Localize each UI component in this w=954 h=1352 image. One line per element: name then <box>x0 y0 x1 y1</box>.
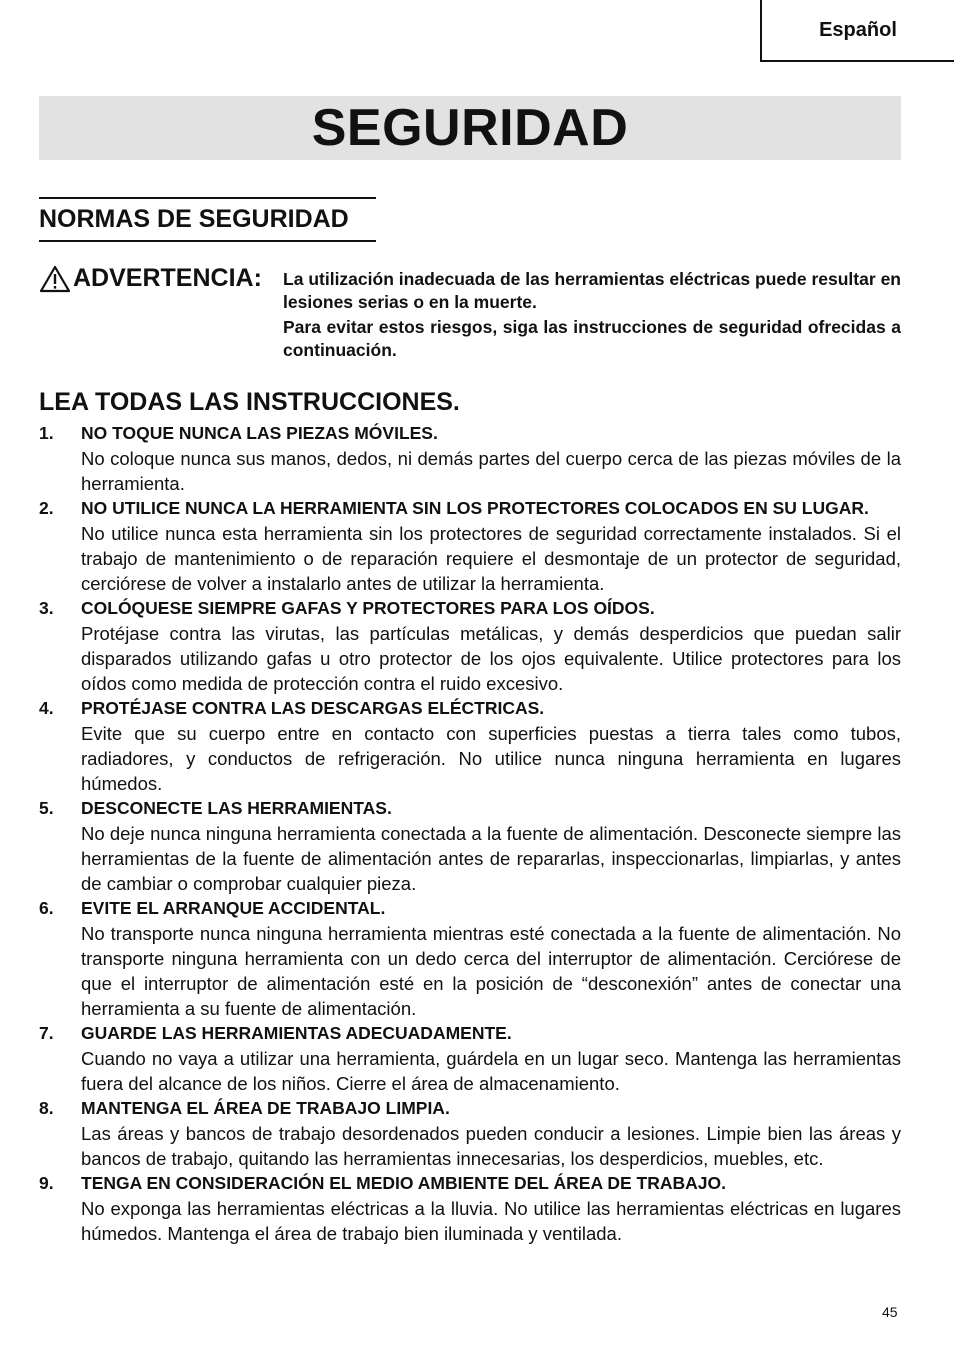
rule-heading: MANTENGA EL ÁREA DE TRABAJO LIMPIA. <box>81 1098 450 1118</box>
warning-text <box>283 268 901 364</box>
rule-body: Las áreas y bancos de trabajo desordenados pueden conducir a lesiones. Limpie bien las áreas y bancos de trabajo, quitando las herramientas innecesarias, los desperdicios, muebles, etc. <box>81 1123 901 1169</box>
rule-heading: GUARDE LAS HERRAMIENTAS ADECUADAMENTE. <box>81 1023 512 1043</box>
rule-number: 5. <box>39 798 54 818</box>
rule-number: 6. <box>39 898 54 918</box>
rule-body: No exponga las herramientas eléctricas a la lluvia. No utilice las herramientas eléctricas en lugares húmedos. Mantenga el área de trabajo bien iluminada y ventilada. <box>81 1198 901 1244</box>
rule-body: No transporte nunca ninguna herramienta mientras esté conectada a la fuente de alimentación. No transporte ninguna herramienta con un dedo cerca del interruptor de alimentación. Cerciórese de que el interruptor de alimentación esté en la posición de “desconexión” antes de conectar una herramienta a su fuente de alimentación. <box>81 923 901 1019</box>
rule-item <box>39 596 901 696</box>
rule-number: 4. <box>39 698 54 718</box>
rule-item <box>39 496 901 596</box>
rule-item <box>39 696 901 796</box>
warning-line-1: La utilización inadecuada de las herramientas eléctricas puede resultar en lesiones serias o en la muerte. <box>283 269 901 312</box>
rule-heading: EVITE EL ARRANQUE ACCIDENTAL. <box>81 898 386 918</box>
rules-list <box>39 421 901 1246</box>
rule-heading: DESCONECTE LAS HERRAMIENTAS. <box>81 798 392 818</box>
language-tab <box>760 0 954 62</box>
rule-body: Protéjase contra las virutas, las partículas metálicas, y demás desperdicios que puedan salir disparados utilizando gafas u otro protector de los ojos equivalente. Utilice protectores para los oídos como medida de protección contra el ruido excesivo. <box>81 623 901 694</box>
rule-heading: NO TOQUE NUNCA LAS PIEZAS MÓVILES. <box>81 423 438 443</box>
rule-item <box>39 896 901 1021</box>
page-number: 45 <box>882 1304 898 1320</box>
rule-body: No coloque nunca sus manos, dedos, ni demás partes del cuerpo cerca de las piezas móviles de la herramienta. <box>81 448 901 494</box>
rule-body: Cuando no vaya a utilizar una herramienta, guárdela en un lugar seco. Mantenga las herramientas fuera del alcance de los niños. Cierre el área de almacenamiento. <box>81 1048 901 1094</box>
warning-line-2: Para evitar estos riesgos, siga las instrucciones de seguridad ofrecidas a continuación. <box>283 317 901 360</box>
title-band <box>39 96 901 160</box>
rule-body: No utilice nunca esta herramienta sin los protectores de seguridad correctamente instalados. Si el trabajo de mantenimiento o de reparación requiere el desmontaje de un protector de seguridad, cerciórese de volver a instalarlo antes de utilizar la herramienta. <box>81 523 901 594</box>
rule-number: 3. <box>39 598 54 618</box>
language-label: Español <box>819 18 897 41</box>
warning-triangle-icon <box>39 265 71 293</box>
rule-number: 9. <box>39 1173 54 1193</box>
rule-item <box>39 1096 901 1171</box>
rule-heading: PROTÉJASE CONTRA LAS DESCARGAS ELÉCTRICAS. <box>81 698 545 718</box>
rule-heading: COLÓQUESE SIEMPRE GAFAS Y PROTECTORES PARA LOS OÍDOS. <box>81 598 655 618</box>
rule-number: 2. <box>39 498 54 518</box>
rule-heading: NO UTILICE NUNCA LA HERRAMIENTA SIN LOS PROTECTORES COLOCADOS EN SU LUGAR. <box>81 498 869 518</box>
section-title: NORMAS DE SEGURIDAD <box>39 197 376 242</box>
rule-number: 1. <box>39 423 54 443</box>
rule-item <box>39 421 901 496</box>
rule-body: No deje nunca ninguna herramienta conectada a la fuente de alimentación. Desconecte siempre las herramientas de la fuente de alimentación antes de repararlas, inspeccionarlas, limpiarlas, y antes de cambiar o comprobar cualquier pieza. <box>81 823 901 894</box>
warning-label: ADVERTENCIA: <box>73 264 262 292</box>
rule-item <box>39 1171 901 1246</box>
rule-heading: TENGA EN CONSIDERACIÓN EL MEDIO AMBIENTE DEL ÁREA DE TRABAJO. <box>81 1173 726 1193</box>
rule-number: 8. <box>39 1098 54 1118</box>
read-all-heading: LEA TODAS LAS INSTRUCCIONES. <box>39 388 460 416</box>
rule-item <box>39 796 901 896</box>
rule-item <box>39 1021 901 1096</box>
warning-label-group <box>39 264 262 293</box>
page-title: SEGURIDAD <box>311 99 629 157</box>
rule-body: Evite que su cuerpo entre en contacto con superficies puestas a tierra tales como tubos, radiadores, y conductos de refrigeración. No utilice nunca ninguna herramienta en lugares húmedos. <box>81 723 901 794</box>
rule-number: 7. <box>39 1023 54 1043</box>
